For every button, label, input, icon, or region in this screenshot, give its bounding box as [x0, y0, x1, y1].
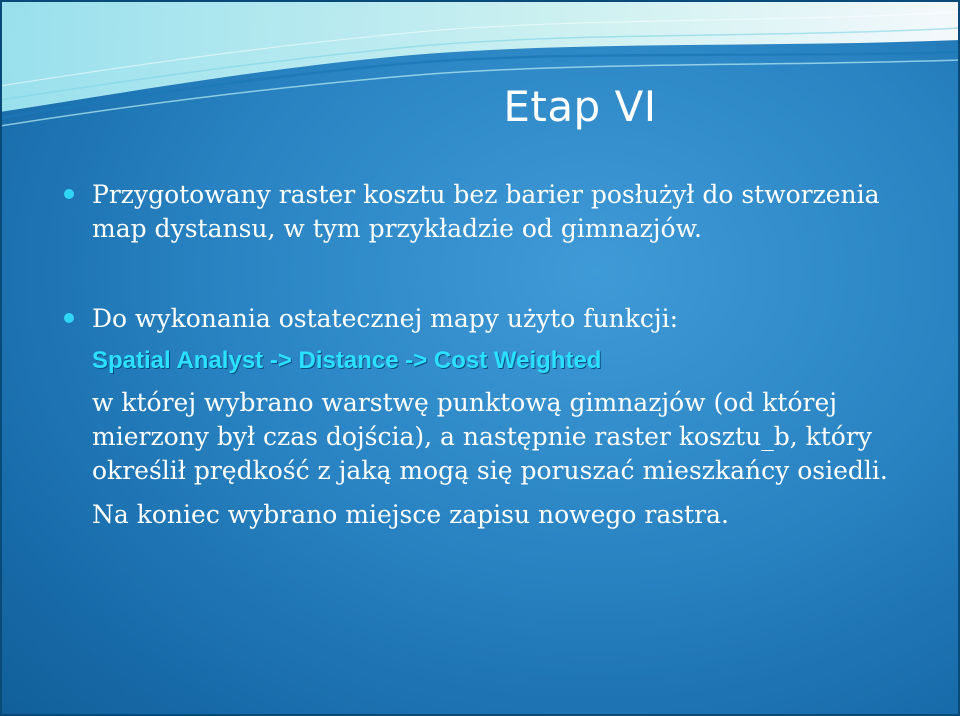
bullet-icon — [64, 313, 74, 323]
closing-paragraph: Na koniec wybrano miejsce zapisu nowego rastra. — [92, 500, 729, 529]
function-path: Spatial Analyst -> Distance -> Cost Weighted — [92, 347, 602, 374]
bullet-item — [62, 178, 922, 246]
slide-title: Etap VI — [503, 82, 657, 131]
bullet-item — [62, 302, 922, 532]
bullet-text: Przygotowany raster kosztu bez barier posłużył do stworzenia map dystansu, w tym przykładzie od gimnazjów. — [92, 180, 880, 243]
description-paragraph: w której wybrano warstwę punktową gimnazjów (od której mierzony był czas dojścia), a następnie raster kosztu_b, który określił prędkość z jaką mogą się poruszać mieszkańcy osiedli. — [92, 388, 888, 485]
bullet-icon — [64, 189, 74, 199]
slide-content — [62, 178, 922, 532]
bullet-text: Do wykonania ostatecznej mapy użyto funkcji: — [92, 304, 679, 333]
